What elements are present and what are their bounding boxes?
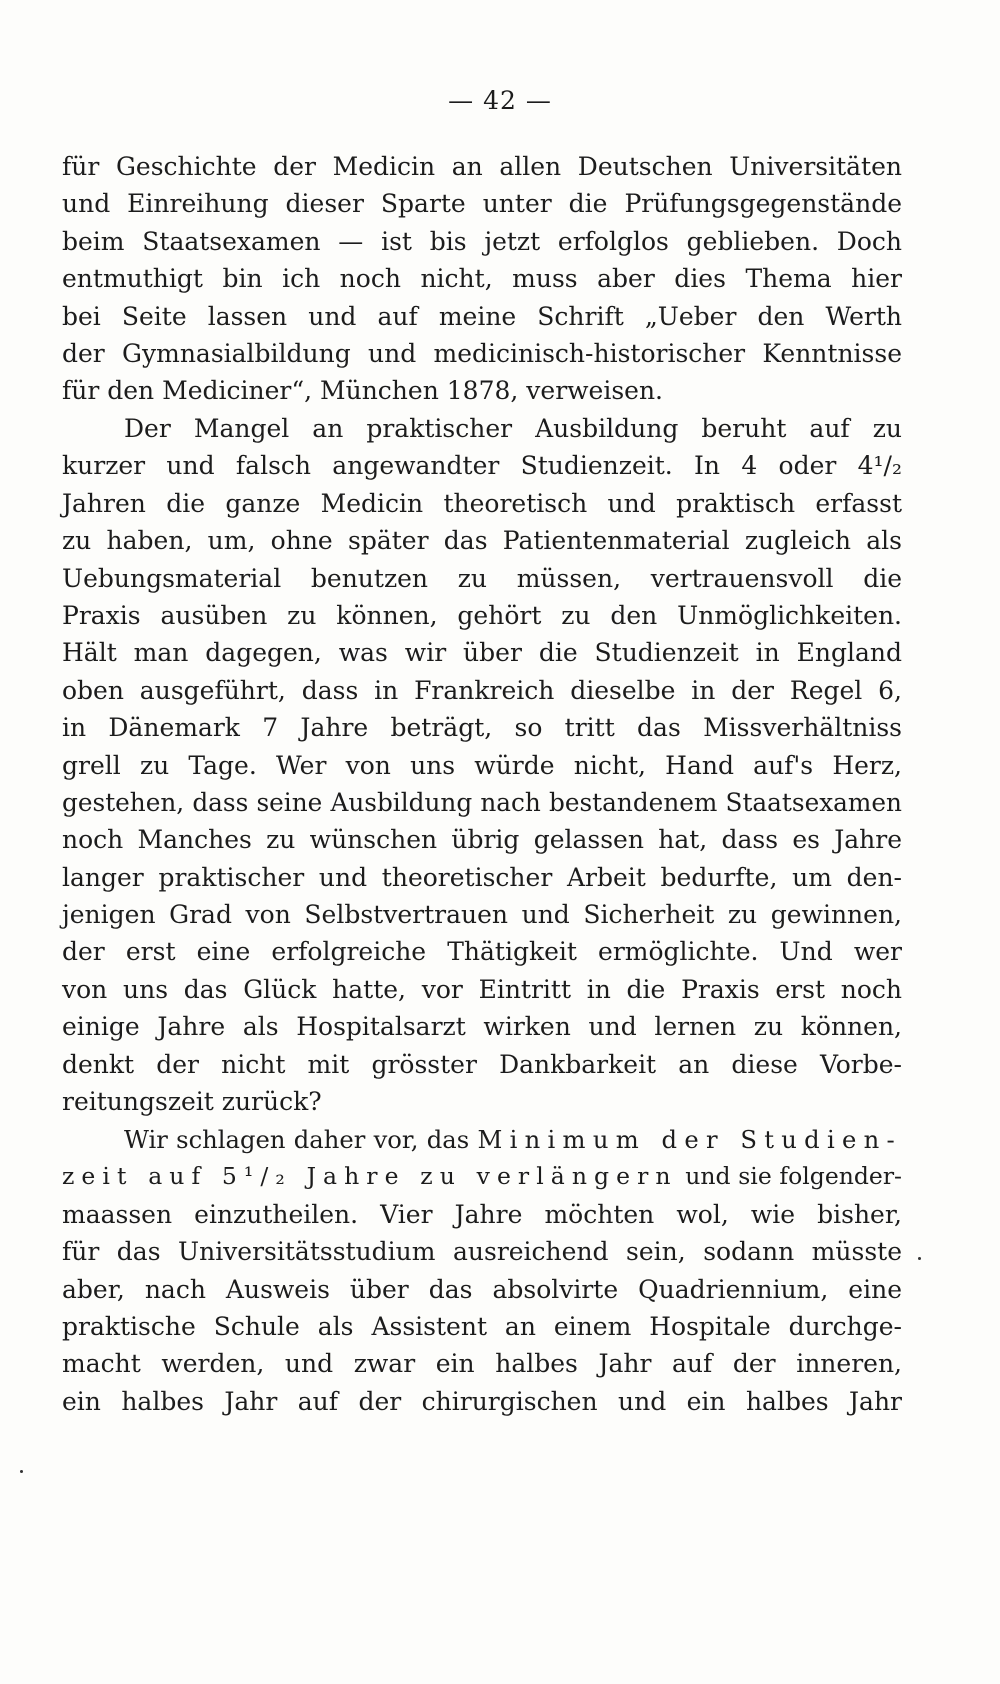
text-line bbox=[62, 1158, 902, 1195]
text-line: langer praktischer und theoretischer Arbeit bedurfte, um den- bbox=[62, 862, 902, 892]
paragraph-proposal bbox=[62, 1121, 902, 1420]
text-line: Hält man dagegen, was wir über die Studienzeit in England bbox=[62, 638, 902, 668]
text-line: macht werden, und zwar ein halbes Jahr auf der inneren, bbox=[62, 1349, 902, 1379]
text-line: Uebungsmaterial benutzen zu müssen, vertrauensvoll die bbox=[62, 563, 902, 593]
text-line: Praxis ausüben zu können, gehört zu den Unmöglichkeiten. bbox=[62, 600, 902, 630]
text-line: entmuthigt bin ich noch nicht, muss aber dies Thema hier bbox=[62, 264, 902, 294]
text-line: praktische Schule als Assistent an einem Hospitale durchge- bbox=[62, 1311, 902, 1341]
text-line: bei Seite lassen und auf meine Schrift „Ueber den Werth bbox=[62, 301, 902, 331]
paragraph-continuation bbox=[62, 148, 902, 410]
text-line: gestehen, dass seine Ausbildung nach bestandenem Staatsexamen bbox=[62, 787, 902, 817]
text-line: zu haben, um, ohne später das Patientenmaterial zugleich als bbox=[62, 526, 902, 556]
text-line: für den Mediciner“, München 1878, verweisen. bbox=[62, 376, 664, 406]
text-line: Jahren die ganze Medicin theoretisch und praktisch erfasst bbox=[62, 488, 902, 518]
text-line: in Dänemark 7 Jahre beträgt, so tritt das Missverhältniss bbox=[62, 713, 902, 743]
text-line: von uns das Glück hatte, vor Eintritt in die Praxis erst noch bbox=[62, 974, 902, 1004]
text-line bbox=[62, 1121, 902, 1158]
text-line: der Gymnasialbildung und medicinisch-historischer Kenntnisse bbox=[62, 338, 902, 368]
page-number: — 42 — bbox=[448, 86, 552, 115]
text-line: aber, nach Ausweis über das absolvirte Quadriennium, eine bbox=[62, 1274, 902, 1304]
text-line: oben ausgeführt, dass in Frankreich dieselbe in der Regel 6, bbox=[62, 675, 902, 705]
emphasized-text: zeit auf 5¹/₂ Jahre zu verlängern bbox=[62, 1162, 678, 1191]
text-run: Wir schlagen daher vor, das bbox=[124, 1125, 478, 1154]
text-line: ein halbes Jahr auf der chirurgischen und ein halbes Jahr bbox=[62, 1386, 902, 1416]
text-line: jenigen Grad von Selbstvertrauen und Sicherheit zu gewinnen, bbox=[62, 900, 902, 930]
text-line: für das Universitätsstudium ausreichend sein, sodann müsste bbox=[62, 1237, 902, 1267]
text-line: grell zu Tage. Wer von uns würde nicht, Hand auf's Herz, bbox=[62, 750, 902, 780]
text-line: kurzer und falsch angewandter Studienzeit. In 4 oder 4¹/₂ bbox=[62, 451, 902, 481]
text-run: und sie folgender- bbox=[677, 1162, 902, 1191]
text-line: reitungszeit zurück? bbox=[62, 1087, 322, 1117]
text-line: für Geschichte der Medicin an allen Deutschen Universitäten bbox=[62, 152, 902, 181]
text-line: der erst eine erfolgreiche Thätigkeit ermöglichte. Und wer bbox=[62, 937, 902, 967]
paragraph-study-time bbox=[62, 410, 902, 1120]
text-line: maassen einzutheilen. Vier Jahre möchten wol, wie bisher, bbox=[62, 1199, 902, 1229]
text-line: noch Manches zu wünschen übrig gelassen hat, dass es Jahre bbox=[62, 825, 902, 855]
text-line: einige Jahre als Hospitalsarzt wirken und lernen zu können, bbox=[62, 1012, 902, 1042]
text-line: und Einreihung dieser Sparte unter die Prüfungsgegenstände bbox=[62, 189, 902, 219]
scan-speck bbox=[918, 1257, 921, 1260]
text-line: denkt der nicht mit grösster Dankbarkeit an diese Vorbe- bbox=[62, 1049, 902, 1079]
text-line: Der Mangel an praktischer Ausbildung beruht auf zu bbox=[124, 414, 902, 443]
text-line: beim Staatsexamen — ist bis jetzt erfolglos geblieben. Doch bbox=[62, 226, 902, 256]
scan-speck bbox=[20, 1470, 23, 1473]
emphasized-text: Minimum der Studien- bbox=[477, 1125, 902, 1154]
